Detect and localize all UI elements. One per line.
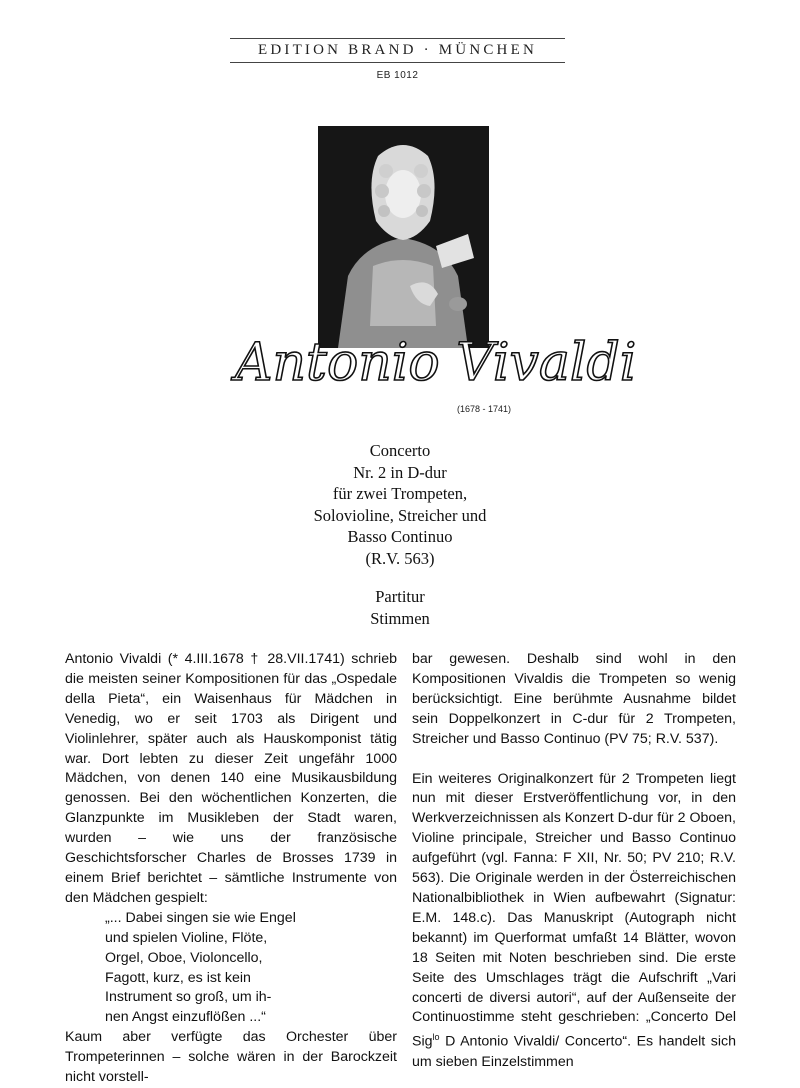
title-line: Solovioline, Streicher und <box>313 505 487 525</box>
quote-line: Instrument so groß, um ih- <box>105 989 272 1006</box>
quote-line: Orgel, Oboe, Violoncello, <box>105 949 263 966</box>
text-column-left <box>65 650 397 1088</box>
composer-portrait <box>318 126 489 348</box>
publisher-name: EDITION BRAND · MÜNCHEN <box>257 42 537 58</box>
work-title-block <box>200 440 600 629</box>
catalog-number: EB 1012 <box>376 70 419 81</box>
format-parts: Stimmen <box>370 608 430 628</box>
format-score: Partitur <box>375 587 425 606</box>
quote-line: Fagott, kurz, es ist kein <box>105 969 251 986</box>
superscript: lo <box>432 1032 440 1043</box>
continuation-paragraph: Kaum aber verfügte das Orchester über Trompeterinnen – solche wären in der Barockzeit nicht vorstell- <box>65 1029 397 1086</box>
quote-line: und spielen Violine, Flöte, <box>105 929 268 946</box>
intro-paragraph: Antonio Vivaldi (* 4.III.1678 † 28.VII.1741) schrieb die meisten seiner Kompositionen für das „Ospedale della Pieta“, ein Waisenhaus für Mädchen in Venedig, wo er seit 1703 als Dirigent und Violinlehrer, später auch als Hauskomponist tätig war. Dort lebten zu dieser Zeit ungefähr 1000 Mädchen, von denen 140 eine Musikausbildung genossen. Bei den wöchentlichen Konzerten, die Glanzpunkte im Musikleben der Stadt waren, wurden – wie uns der französische Geschichtsforscher Charles de Brosses 1739 in einem Brief berichtet – sämtliche Instrumente von den Mädchen gespielt: <box>65 651 397 906</box>
text-column-right <box>412 650 736 1073</box>
quotation <box>65 909 397 1028</box>
paragraph-manuscript <box>412 770 736 1073</box>
quote-line: „... Dabei singen sie wie Engel <box>105 909 296 926</box>
title-spacer <box>200 569 600 586</box>
title-line: Concerto <box>369 441 431 460</box>
title-line: für zwei Trompeten, <box>332 484 468 503</box>
header-rule-bottom <box>230 62 565 63</box>
quote-line: nen Angst einzuflößen ...“ <box>105 1009 266 1026</box>
composer-name-signature <box>225 318 637 418</box>
paragraph-trumpets: bar gewesen. Deshalb sind wohl in den Kompositionen Vivaldis die Trompeten so wenig berücksichtigt. Eine berühmte Ausnahme bildet sein Doppelkonzert in C-dur für 2 Trompeten, Streicher und Basso Continuo (PV 75; R.V. 537). <box>412 651 736 747</box>
catalog-reference: (R.V. 563) <box>365 548 435 568</box>
composer-name: Antonio Vivaldi <box>235 333 637 393</box>
title-line: Nr. 2 in D-dur <box>353 462 447 482</box>
portrait-engraving <box>318 126 489 348</box>
header-rule-top <box>230 38 565 39</box>
title-line: Basso Continuo <box>347 527 453 546</box>
manuscript-text-end: D Antonio Vivaldi/ Concerto“. Es handelt sich um sieben Einzelstimmen <box>412 1034 736 1070</box>
manuscript-text: Ein weiteres Originalkonzert für 2 Trompeten liegt nun mit dieser Erstveröffentlichung vor, in den Werkverzeichnissen als Konzert D-dur für 2 Oboen, Violine principale, Streicher und Basso Continuo aufgeführt (vgl. Fanna: F XII, Nr. 50; PV 210; R.V. 563). Die Originale werden in der Österreichischen Nationalbibliothek in Wien aufbewahrt (Signatur: E.M. 148.c). Das Manuskript (Autograph nicht bekannt) im Querformat umfaßt 14 Blätter, wovon 18 Seiten mit Noten beschrieben sind. Die erste Seite des Umschlages trägt die Aufschrift „Vari concerti de diversi autori“, auf der Außenseite der Continuostimme steht geschrieben: „Concerto Del Sig <box>412 770 736 1051</box>
composer-dates: (1678 - 1741) <box>457 404 512 414</box>
